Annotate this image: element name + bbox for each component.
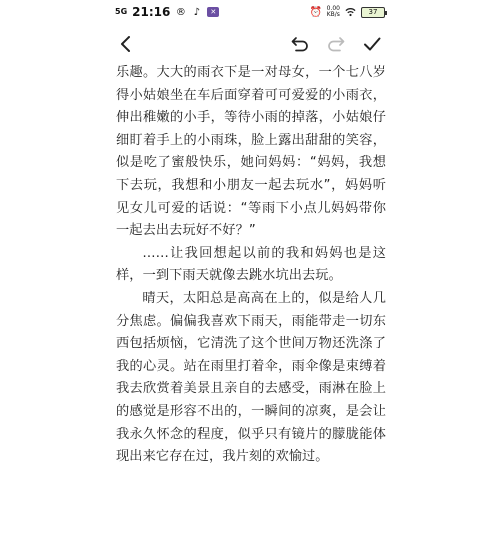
network-speed-value: 0.00 [326,5,340,12]
tiktok-icon: ♪ [193,6,201,18]
status-bar [0,0,500,24]
notification-icon: ® [175,6,186,18]
battery-indicator: 37 [361,7,385,18]
alarm-icon: ⏰ [309,6,323,18]
redo-button[interactable] [320,28,352,60]
wifi-icon [345,7,356,18]
done-button[interactable] [356,28,388,60]
editor-toolbar [0,28,500,60]
back-arrow-icon [116,34,136,54]
redo-icon [326,34,346,54]
app-icon: ✕ [207,7,219,17]
paragraph: ……让我回想起以前的我和妈妈也是这样，一到下雨天就像去跳水坑出去玩。 [116,245,386,284]
clock: 21:16 [132,5,171,19]
status-left [115,5,219,19]
undo-icon [290,34,310,54]
checkmark-icon [362,34,382,54]
paragraph: 乐趣。大大的雨衣下是一对母女，一个七八岁得小姑娘坐在车后面穿着可可爱爱的小雨衣，伸出稚嫩的小手，等待小雨的掉落，小姑娘仔细盯着手上的小雨珠，脸上露出甜甜的笑容，似是吃了蜜般快乐，她问妈妈：“妈妈，我想下去玩，我想和小朋友一起去玩水”，妈妈听见女儿可爱的话说：“等雨下小点儿妈妈带你一起去出去玩好不好？” [116,65,386,239]
note-body[interactable] [116,62,386,469]
paragraph: 晴天，太阳总是高高在上的，似是给人几分焦虑。偏偏我喜欢下雨天，雨能带走一切东西包括烦恼，它清洗了这个世间万物还洗涤了我的心灵。站在雨里打着伞，雨伞像是束缚着我去欣赏着美景且亲自的去感受，雨淋在脸上的感觉是形容不出的，一瞬间的凉爽，是会让我永久怀念的程度，似乎只有镜片的朦胧能体现出来它存在过，我片刻的欢愉过。 [116,290,386,465]
back-button[interactable] [110,28,142,60]
network-speed-unit: KB/s [326,11,340,18]
status-right [311,6,385,18]
undo-button[interactable] [284,28,316,60]
signal-indicator: 5G [115,7,128,16]
network-speed [327,6,340,18]
